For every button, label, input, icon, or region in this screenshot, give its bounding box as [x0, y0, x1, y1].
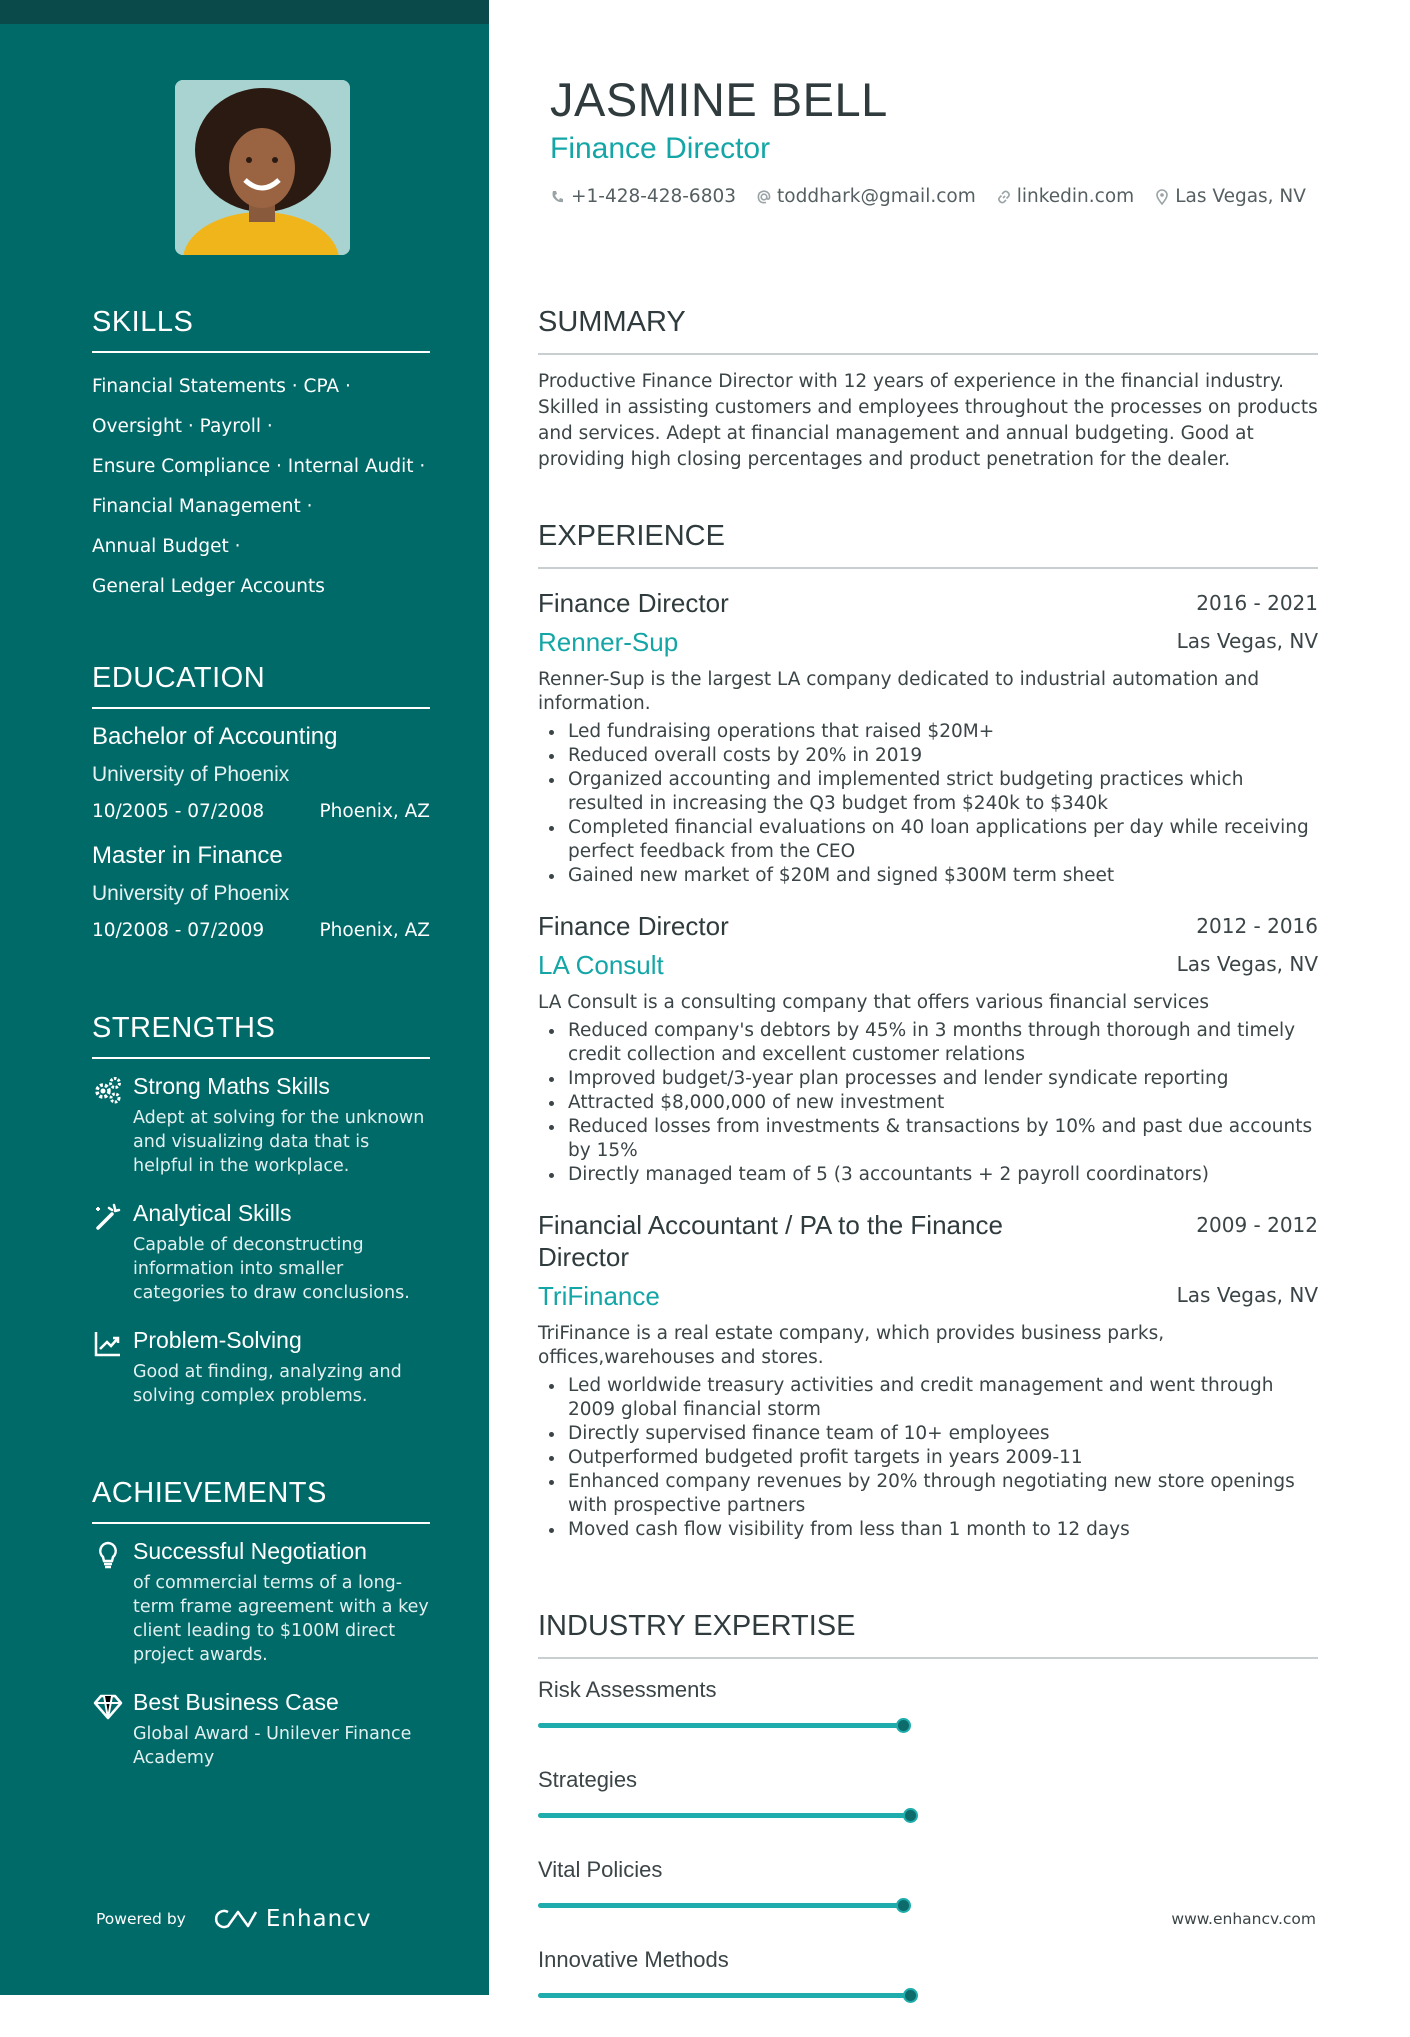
job-bullet: • Outperformed budgeted profit targets in years 2009-11 — [566, 1446, 1318, 1470]
expertise-grid — [538, 1677, 1318, 2037]
job-bullet: • Moved cash flow visibility from less than 1 month to 12 days — [566, 1518, 1318, 1542]
job-entry — [538, 587, 1318, 888]
job-description: LA Consult is a consulting company that offers various financial services — [538, 992, 1209, 1013]
expertise-label: Strategies — [538, 1767, 638, 1792]
candidate-name: JASMINE BELL — [550, 73, 888, 126]
education-degree: Bachelor of Accounting — [92, 723, 338, 750]
skill-line: Annual Budget · — [92, 536, 241, 557]
expertise-bar-fill — [538, 1723, 903, 1728]
job-bullet: • Enhanced company revenues by 20% through negotiating new store openings with prospective partners — [566, 1470, 1318, 1518]
sidebar — [0, 0, 489, 1995]
job-bullet: • Reduced overall costs by 20% in 2019 — [566, 744, 1318, 768]
education-item — [92, 723, 430, 822]
contact-text: linkedin.com — [1016, 186, 1135, 207]
job-bullet: • Led fundraising operations that raised $20M+ — [566, 720, 1318, 744]
enhancv-logo-icon — [210, 1908, 258, 1930]
skill-line: Financial Management · — [92, 496, 313, 517]
achievement-item — [92, 1538, 430, 1667]
summary-text: Productive Finance Director with 12 years of experience in the financial industry. Skilled in assisting customers and employees throughout the processes on products and services. Adept at financial management and annual budgeting. Good at providing high closing percentages and product penetration for the dealer. — [538, 371, 1318, 470]
job-entry — [538, 910, 1318, 1187]
job-bullets — [538, 1374, 1318, 1542]
strength-item — [92, 1200, 430, 1305]
skill-line: Financial Statements · CPA · — [92, 376, 351, 397]
job-location: Las Vegas, NV — [1176, 629, 1318, 653]
powered-by-label: Powered by — [96, 1910, 186, 1928]
job-bullet: • Reduced company's debtors by 45% in 3 months through thorough and timely credit collection and excellent customer relations — [566, 1019, 1318, 1067]
contact-text: toddhark@gmail.com — [777, 186, 976, 207]
job-title: Financial Accountant / PA to the Finance Director — [538, 1210, 1003, 1272]
job-bullet: • Organized accounting and implemented strict budgeting practices which resulted in increasing the Q3 budget from $240k to $340k — [566, 768, 1318, 816]
expertise-item — [538, 1767, 910, 1857]
expertise-label: Risk Assessments — [538, 1677, 717, 1702]
summary-section — [538, 306, 1318, 473]
job-dates: 2012 - 2016 — [1196, 914, 1318, 938]
phone-icon — [550, 189, 566, 205]
job-description: TriFinance is a real estate company, which provides business parks, offices,warehouses and stores. — [538, 1323, 1165, 1368]
contact-phone[interactable] — [550, 186, 736, 207]
strength-title: Problem-Solving — [133, 1327, 302, 1353]
skill-line: Ensure Compliance · Internal Audit · — [92, 456, 426, 477]
achievement-desc: Global Award - Unilever Finance Academy — [133, 1724, 412, 1768]
strength-desc: Adept at solving for the unknown and visualizing data that is helpful in the workplace. — [133, 1108, 425, 1176]
contact-bar — [550, 186, 1326, 207]
expertise-item — [538, 1857, 910, 1947]
job-company: Renner-Sup — [538, 627, 679, 657]
job-description: Renner-Sup is the largest LA company dedicated to industrial automation and information. — [538, 669, 1260, 714]
trend-chart-icon — [92, 1328, 124, 1360]
contact-linkedin[interactable] — [996, 186, 1134, 207]
strengths-title: STRENGTHS — [92, 1012, 430, 1059]
expertise-item — [538, 1947, 910, 2037]
education-degree: Master in Finance — [92, 842, 283, 869]
magic-wand-icon — [92, 1201, 124, 1233]
contact-text: Las Vegas, NV — [1175, 186, 1306, 207]
skills-section — [92, 306, 430, 607]
achievement-title: Successful Negotiation — [133, 1538, 367, 1564]
contact-email[interactable] — [756, 186, 976, 207]
education-title: EDUCATION — [92, 662, 430, 709]
job-bullets — [538, 1019, 1318, 1187]
contact-text: +1-428-428-6803 — [571, 186, 737, 207]
expertise-bar — [538, 1993, 910, 1998]
job-location: Las Vegas, NV — [1176, 1283, 1318, 1307]
strengths-section — [92, 1012, 430, 1408]
expertise-label: Innovative Methods — [538, 1947, 729, 1972]
skill-line: Oversight · Payroll · — [92, 416, 273, 437]
achievement-title: Best Business Case — [133, 1689, 339, 1715]
strength-desc: Capable of deconstructing information into smaller categories to draw conclusions. — [133, 1235, 410, 1303]
job-bullet: • Attracted $8,000,000 of new investment — [566, 1091, 1318, 1115]
strength-title: Analytical Skills — [133, 1200, 292, 1226]
expertise-item — [538, 1677, 910, 1767]
enhancv-logo[interactable] — [210, 1906, 372, 1932]
expertise-bar-fill — [538, 1993, 910, 1998]
job-company: LA Consult — [538, 950, 664, 980]
expertise-label: Vital Policies — [538, 1857, 663, 1882]
education-location: Phoenix, AZ — [319, 920, 430, 941]
education-school: University of Phoenix — [92, 882, 290, 905]
sidebar-top-band — [0, 0, 489, 24]
education-item — [92, 842, 430, 941]
expertise-section — [538, 1610, 1318, 2037]
achievements-section — [92, 1477, 430, 1770]
website-link[interactable]: www.enhancv.com — [1171, 1910, 1316, 1928]
job-company: TriFinance — [538, 1281, 660, 1311]
job-bullet: • Completed financial evaluations on 40 loan applications per day while receiving perfect feedback from the CEO — [566, 816, 1318, 864]
skills-title: SKILLS — [92, 306, 430, 353]
expertise-bar-handle — [896, 1718, 911, 1733]
summary-title: SUMMARY — [538, 306, 1318, 355]
expertise-bar-handle — [896, 1898, 911, 1913]
job-bullet: • Improved budget/3-year plan processes and lender syndicate reporting — [566, 1067, 1318, 1091]
experience-title: EXPERIENCE — [538, 520, 1318, 569]
link-icon — [996, 189, 1012, 205]
strength-desc: Good at finding, analyzing and solving complex problems. — [133, 1362, 402, 1406]
job-bullet: • Reduced losses from investments & transactions by 10% and past due accounts by 15% — [566, 1115, 1318, 1163]
education-section — [92, 662, 430, 941]
job-bullet: • Directly supervised finance team of 10+ employees — [566, 1422, 1318, 1446]
job-title: Finance Director — [538, 911, 729, 941]
expertise-bar-handle — [903, 1808, 918, 1823]
powered-by — [96, 1906, 371, 1932]
lightbulb-icon — [92, 1539, 124, 1571]
job-title: Finance Director — [538, 588, 729, 618]
strength-title: Strong Maths Skills — [133, 1073, 330, 1099]
education-dates: 10/2008 - 07/2009 — [92, 920, 265, 941]
expertise-title: INDUSTRY EXPERTISE — [538, 1610, 1318, 1659]
expertise-bar-fill — [538, 1813, 910, 1818]
achievement-item — [92, 1689, 430, 1770]
achievements-title: ACHIEVEMENTS — [92, 1477, 430, 1524]
job-bullet: • Directly managed team of 5 (3 accountants + 2 payroll coordinators) — [566, 1163, 1318, 1187]
skills-list — [92, 367, 430, 607]
strength-item — [92, 1073, 430, 1178]
profile-photo — [175, 80, 350, 255]
job-bullet: • Gained new market of $20M and signed $300M term sheet — [566, 864, 1318, 888]
job-location: Las Vegas, NV — [1176, 952, 1318, 976]
expertise-bar-fill — [538, 1903, 903, 1908]
job-dates: 2009 - 2012 — [1196, 1213, 1318, 1237]
experience-section — [538, 520, 1318, 1542]
gears-icon — [92, 1074, 124, 1106]
education-dates: 10/2005 - 07/2008 — [92, 801, 265, 822]
expertise-bar — [538, 1903, 910, 1908]
at-icon — [756, 189, 772, 205]
enhancv-brand: Enhancv — [265, 1906, 372, 1932]
diamond-icon — [92, 1690, 124, 1722]
education-location: Phoenix, AZ — [319, 801, 430, 822]
skill-line: General Ledger Accounts — [92, 576, 325, 597]
job-bullet: • Led worldwide treasury activities and credit management and went through 2009 global financial storm — [566, 1374, 1318, 1422]
strength-item — [92, 1327, 430, 1408]
job-bullets — [538, 720, 1318, 888]
achievement-desc: of commercial terms of a long-term frame agreement with a key client leading to $100M direct project awards. — [133, 1573, 429, 1665]
contact-location — [1154, 186, 1306, 207]
expertise-bar-handle — [903, 1988, 918, 2003]
candidate-role: Finance Director — [550, 132, 771, 165]
location-icon — [1154, 189, 1170, 205]
job-entry — [538, 1209, 1318, 1542]
education-school: University of Phoenix — [92, 763, 290, 786]
expertise-bar — [538, 1813, 910, 1818]
job-dates: 2016 - 2021 — [1196, 591, 1318, 615]
expertise-bar — [538, 1723, 910, 1728]
